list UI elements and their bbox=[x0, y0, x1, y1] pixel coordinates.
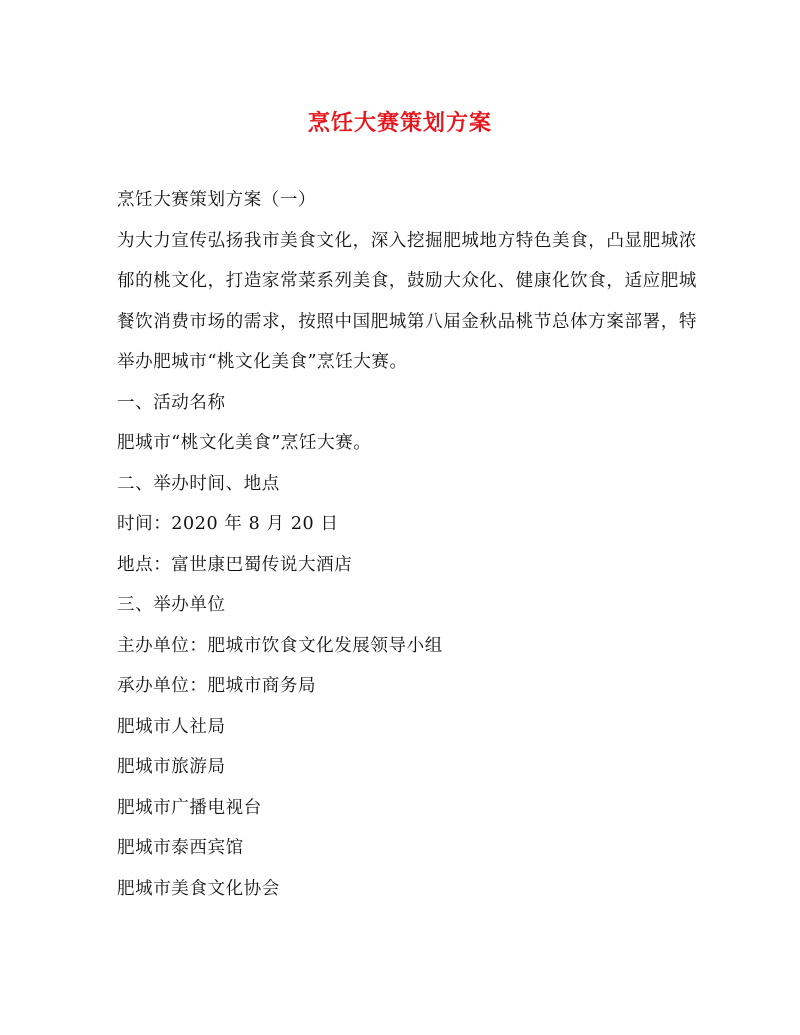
organizer-item: 肥城市旅游局 bbox=[117, 757, 226, 777]
host-organizer-paragraph: 主办单位：肥城市饮食文化发展领导小组 bbox=[117, 635, 443, 656]
subtitle-paragraph: 烹饪大赛策划方案（一） bbox=[117, 190, 317, 210]
time-paragraph: 时间：2020 年 8 月 20 日 bbox=[117, 514, 339, 534]
document-body bbox=[117, 180, 697, 909]
organizer-item: 肥城市人社局 bbox=[117, 716, 226, 737]
activity-name-paragraph: 肥城市“桃文化美食”烹饪大赛。 bbox=[117, 433, 372, 453]
organizer-item: 肥城市泰西宾馆 bbox=[117, 838, 244, 858]
undertaker-paragraph: 承办单位：肥城市商务局 bbox=[117, 676, 317, 696]
section-heading-organizers: 三、举办单位 bbox=[117, 595, 226, 615]
section-heading-activity-name: 一、活动名称 bbox=[117, 392, 226, 413]
organizer-item: 肥城市广播电视台 bbox=[117, 797, 262, 818]
organizer-item: 肥城市美食文化协会 bbox=[117, 878, 280, 899]
document-title: 烹饪大赛策划方案 bbox=[307, 110, 492, 136]
intro-paragraph: 为大力宣传弘扬我市美食文化，深入挖掘肥城地方特色美食，凸显肥城浓郁的桃文化，打造家常菜系列美食，鼓励大众化、健康化饮食，适应肥城餐饮消费市场的需求，按照中国肥城第八届金秋品桃节总体方案部署，特举办肥城市“桃文化美食”烹饪大赛。 bbox=[117, 230, 697, 372]
section-heading-time-place: 二、举办时间、地点 bbox=[117, 473, 280, 494]
place-paragraph: 地点：富世康巴蜀传说大酒店 bbox=[117, 554, 353, 575]
